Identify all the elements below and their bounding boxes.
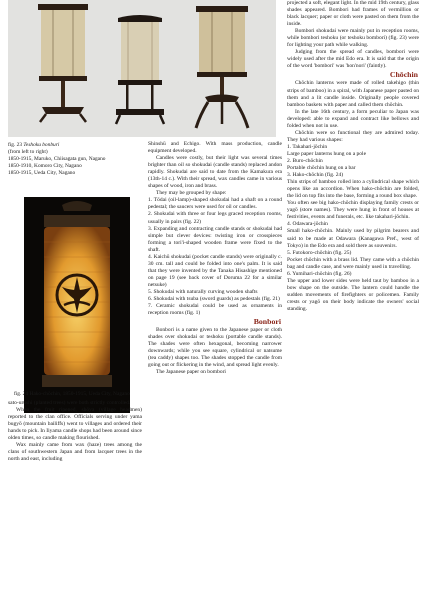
right-column	[287, 0, 419, 313]
left-paragraph-3: Wax mainly came from wax (haze) trees among the clans of southwestern Japan and from lacquer trees in the north and east, including	[8, 441, 142, 462]
chochin-heading: Chōchin	[389, 70, 418, 80]
right-paragraph-3: Judging from the spread of candles, bombori were widely used after the mid Edo era. It is said that the origin of the word 'bombori' was 'hon'nori' (faintly).	[287, 49, 419, 70]
mid-list-item: 3. Expanding and contracting candle stands or shokudai had simple but clever devices: twisting iron or crosspieces forming a tori'i-shaped wooden frame were fixed to the shaft.	[148, 225, 282, 253]
left-paragraph-2: When the fruit ripened, shōya (village headmen) reported to the clan office. Officials serving under yama bugyō (mountain bailiffs) went to villages and ordered their hands to pick. In Iiyama candle shops had been around since olden times, so candle making flourished.	[8, 406, 142, 441]
mid-paragraph-1: Shinshū and Echigo. With mass production, candle equipment developed.	[148, 141, 282, 155]
chochin-type-desc: Pocket chōchin with a brass lid. They came with a chōchin bag and candle case, and were mainly used in travelling.	[287, 256, 419, 270]
mid-list-item: 2. Shokudai with three or four legs graced reception rooms, usually in pairs (fig. 22)	[148, 211, 282, 225]
fig-23-line: 1850-1915, Ueda City, Nagano	[8, 170, 76, 176]
fig-23-line: (from left to right)	[8, 149, 48, 155]
right-paragraph-2: Bombori shokudai were mainly put in reception rooms, while bombori teshoku (or teshoku bombori) (fig. 23) were for lighting your path while walking.	[287, 28, 419, 49]
fig-23-line: 1850-1915, Maruko, Chiisagata gun, Nagano	[8, 156, 106, 162]
bonbori-heading: Bonbori	[253, 317, 281, 327]
mid-list-item: 1. Tōdai (oil-lamp)-shaped shokudai had a shaft on a round pedestal; the saucers were used for oil or candles.	[148, 197, 282, 211]
fig-23-label: fig. 23	[8, 142, 24, 148]
left-paragraph-1: sato-urushi (planted trees) were both strictly controlled.	[8, 399, 131, 406]
chochin-type-title: 6. Yumihari-chōchin (fig. 26)	[287, 270, 352, 277]
chochin-type-title: 1. Takahari-jōchin	[287, 143, 328, 150]
mid-list-item: 7. Ceramic shokudai could be used as ornaments in reception rooms (fig. 1)	[148, 303, 282, 317]
right-paragraph-1: projected a soft, elegant light. In the mid 19th century, glass shades appeared. Bombori had frames of vermillion or black lacquer; paper or cloth were pasted on them from the inside.	[287, 0, 419, 28]
mid-paragraph-3: They may be grouped by shape:	[156, 190, 227, 197]
fig-23-title: Teshoku bonburi	[23, 142, 60, 148]
chochin-type-desc: Portable chōchin hung on a bar	[287, 165, 356, 172]
mid-paragraph-4: Bonbori is a name given to the Japanese paper or cloth shades over shokudai or teshoku (portable candle stands). The shades were often hexagonal, becoming narrower downwards; while you see square, cylindrical or natsume (tea caddy) shapes too. The shades stopped the candle from going out or flickering in the wind, and spread light evenly.	[148, 327, 282, 369]
middle-column	[148, 0, 282, 377]
chochin-type-desc: Thin strips of bamboo rolled into a cylindrical shape which opens like an accordion. When hako-chōchin are folded, the lid on top fits into the base, forming a round box shape.	[287, 179, 419, 200]
mid-list-item: 4. Kaichū shokudai (pocket candle stands) were originally c. 30 cm. tall and could be folded into one's palm. It is said that they were invented by the Tanaka Hisashige mentioned on page 19 (see back cover of Doruma 22 for a similar netsuke)	[148, 253, 282, 288]
right-paragraph-6: Chōchin were so functional they are admired today. They had various shapes:	[287, 129, 419, 143]
chochin-type-title: 4. Odawara-jōchin	[287, 221, 328, 228]
mid-list-item: 6. Shokudai with tsuba (sword guards) as pedestals (fig. 21)	[148, 296, 280, 303]
mid-paragraph-2: Candles were costly, but their light was several times brighter than oil so shokudai (candle stands) replaced andon rapidly. Shokudai are said to date from the Kamakura era (13th-14 c.). With their spread, wax candles came in various shapes of wood, iron and brass.	[148, 155, 282, 190]
right-paragraph-4: Chōchin lanterns were made of rolled takehigo (thin strips of bamboo) in a spiral, with Japanese paper pasted on them and a lit candle inside. Originally people covered bamboo baskets with paper and called them chōchin.	[287, 80, 419, 108]
chochin-type-desc: You often see big hako-chōchin displaying family crests or yagō (store names). They were hung in front of houses at festivities, events and funerals, etc. like takahari-jōchin.	[287, 200, 419, 221]
fig-23-line: 1850-1910, Komoro City, Nagano	[8, 163, 82, 169]
chochin-type-title: 3. Hako-chōchin (fig. 24)	[287, 172, 344, 179]
chochin-type-desc: The upper and lower sides were held taut by bamboo in a bow shape on the outside. The lantern could handle the sudden movements of firefighters or policemen. Family crests or yagō on their body indicate the owners' social standing.	[287, 277, 419, 312]
chochin-type-desc: Large paper lanterns hung on a pole	[287, 150, 367, 157]
fig-24-caption: fig. 24 Hako-chōchin, 1850-1915, Ueda City, Nagano	[14, 391, 130, 397]
left-column	[8, 0, 142, 463]
mid-paragraph-5: The Japanese paper on bombori	[156, 369, 226, 376]
right-paragraph-5: In the late 16th century, a form peculiar to Japan was developed: able to expand and contract like bellows and folded when not in use.	[287, 108, 419, 129]
chochin-type-title: 2. Buro-chōchin	[287, 157, 323, 164]
chochin-type-desc: Small hako-chōchin. Mainly used by pilgrim bearers and said to be made at Odawara (Kanagawa Pref., west of Tokyo) in the Edo era and sold there as souvenirs.	[287, 228, 419, 249]
mid-list-item: 5. Shokudai with naturally curving wooden shafts	[148, 288, 258, 295]
chochin-type-title: 5. Futokoro-chōchin (fig. 25)	[287, 249, 352, 256]
fig-23-caption	[8, 142, 142, 177]
